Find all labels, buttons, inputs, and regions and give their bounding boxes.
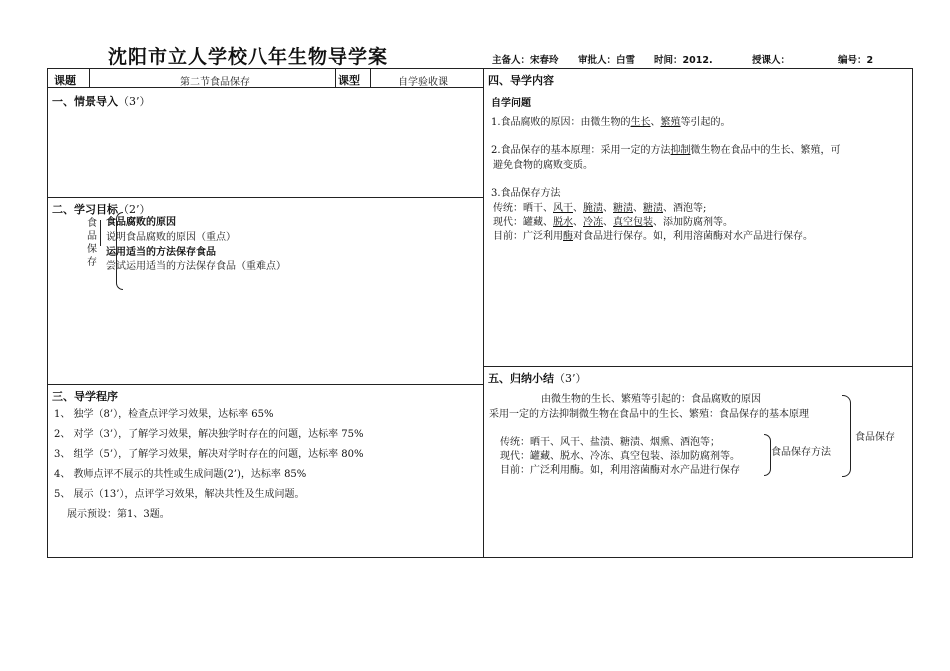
methods-label: 食品保存方法 — [771, 447, 831, 458]
comma: 、 — [633, 203, 643, 214]
procedure-step: 5、 展示（13’），点评学习效果，解决共性及生成问题。 — [54, 489, 305, 500]
table-border-left — [47, 68, 48, 558]
question-2-line-2: 避免食物的腐败变质。 — [493, 160, 593, 171]
mod-prefix: 现代：罐藏、 — [493, 217, 553, 228]
section-1-time: （3’） — [118, 95, 151, 108]
mod-answer-1: 脱水 — [553, 217, 573, 228]
procedure-step: 1、 独学（8’），检查点评学习效果，达标率 65% — [54, 409, 274, 420]
root-brace — [842, 395, 851, 477]
question-2 — [491, 141, 841, 156]
trad-prefix: 传统：晒干、 — [493, 203, 553, 214]
preparer: 主备人：宋春玲 — [492, 55, 559, 66]
current-methods — [493, 227, 813, 242]
trad-suffix: 、酒泡等; — [663, 203, 707, 214]
q2-text: 2.食品保存的基本原理：采用一定的方法 — [491, 145, 671, 156]
trad-answer-4: 糖渍 — [643, 203, 663, 214]
table-border-top — [47, 68, 913, 69]
question-1 — [491, 113, 731, 128]
section-5-heading — [488, 370, 587, 386]
type-label: 课型 — [338, 74, 360, 87]
goal-1-title: 食品腐败的原因 — [106, 217, 176, 228]
s1-bottom — [47, 197, 483, 198]
section-5-time: （3’） — [554, 372, 587, 385]
modern-methods — [493, 213, 733, 228]
q2-answer: 抑制 — [670, 145, 691, 156]
comma: 、 — [573, 217, 583, 228]
now-prefix: 目前：广泛利用 — [493, 231, 563, 242]
q1-answer-2: 繁殖 — [660, 117, 681, 128]
mod-answer-2: 冷冻 — [583, 217, 603, 228]
teacher: 授课人： — [752, 55, 791, 66]
summary-current: 目前：广泛利用酶。如，利用溶菌酶对水产品进行保存 — [500, 465, 740, 476]
page-title: 沈阳市立人学校八年生物导学案 — [108, 46, 389, 68]
q1-text: 1.食品腐败的原因：由微生物的 — [491, 117, 631, 128]
column-divider — [483, 68, 484, 558]
reviewer: 审批人：白雪 — [578, 55, 636, 66]
trad-answer-1: 风干 — [553, 203, 573, 214]
summary-line-2: 采用一定的方法抑制微生物在食品中的生长、繁殖：食品保存的基本原理 — [489, 409, 809, 420]
summary-modern: 现代：罐藏、脱水、冷冻、真空包装、添加防腐剂等。 — [500, 451, 740, 462]
goal-2-title: 运用适当的方法保存食品 — [106, 247, 216, 258]
goals-side-label: 食品保存 — [87, 218, 97, 268]
q1-text-end: 等引起的。 — [680, 117, 731, 128]
summary-line-1: 由微生物的生长、繁殖等引起的：食品腐败的原因 — [541, 394, 761, 405]
info-cell-divider-3 — [370, 68, 371, 87]
procedure-step: 3、 组学（5’），了解学习效果，解决对学时存在的问题，达标率 80% — [54, 449, 364, 460]
summary-traditional: 传统：晒干、风干、盐渍、糖渍、烟熏、酒泡等； — [500, 437, 720, 448]
mod-suffix: 、添加防腐剂等。 — [653, 217, 733, 228]
section-5-title: 五、归纳小结 — [488, 372, 554, 385]
date: 时间：2012. — [654, 55, 713, 66]
q1-separator: 、 — [650, 117, 661, 128]
section-1-heading — [52, 93, 151, 109]
info-cell-divider-1 — [89, 68, 90, 87]
section-4-heading: 四、导学内容 — [488, 74, 554, 87]
self-study-subtitle: 自学问题 — [491, 98, 531, 109]
root-label: 食品保存 — [855, 432, 895, 443]
goal-1-detail: 说明食品腐败的原因（重点） — [106, 232, 236, 243]
section-2-time: （2’） — [118, 203, 151, 216]
topic-value: 第二节食品保存 — [180, 77, 250, 88]
doc-number: 编号：2 — [838, 55, 874, 66]
goal-2-detail: 尝试运用适当的方法保存食品（重难点） — [106, 261, 286, 272]
procedure-step: 2、 对学（3’），了解学习效果，解决独学时存在的问题，达标率 75% — [54, 429, 364, 440]
section-1-title: 一、情景导入 — [52, 95, 118, 108]
preview-note: 展示预设：第1、3题。 — [67, 509, 170, 520]
s4-bottom — [483, 366, 913, 367]
traditional-methods — [493, 199, 706, 214]
methods-brace — [764, 434, 771, 476]
now-answer: 酶 — [563, 231, 573, 242]
now-suffix: 对食品进行保存。如，利用溶菌酶对水产品进行保存。 — [573, 231, 813, 242]
procedure-step: 4、 教师点评不展示的共性或生成问题(2’)，达标率 85% — [54, 469, 307, 480]
topic-label: 课题 — [54, 74, 76, 87]
type-value: 自学验收课 — [398, 77, 448, 88]
comma: 、 — [603, 203, 613, 214]
table-border-bottom — [47, 557, 913, 558]
question-3-title: 3.食品保存方法 — [491, 188, 561, 199]
comma: 、 — [603, 217, 613, 228]
q1-answer-1: 生长 — [630, 117, 651, 128]
info-cell-divider-2 — [335, 68, 336, 87]
trad-answer-2: 腌渍 — [583, 203, 603, 214]
s2-bottom — [47, 384, 483, 385]
section-3-heading: 三、导学程序 — [52, 390, 118, 403]
q2-text-end: 微生物在食品中的生长、繁殖，可 — [690, 145, 841, 156]
table-border-right — [912, 68, 913, 558]
trad-answer-3: 糖渍 — [613, 203, 633, 214]
section-2-title: 二、学习目标 — [52, 203, 118, 216]
mod-answer-3: 真空包装 — [613, 217, 653, 228]
comma: 、 — [573, 203, 583, 214]
